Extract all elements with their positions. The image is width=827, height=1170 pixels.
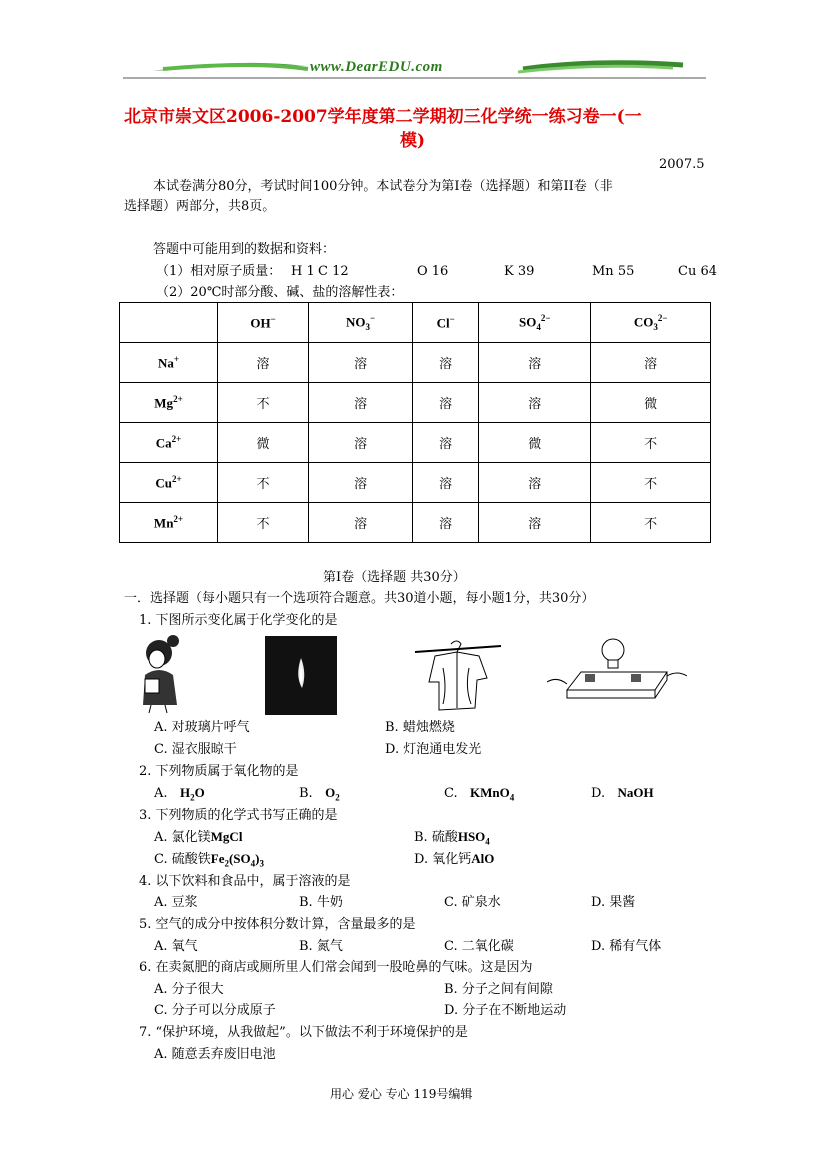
table-cell: 溶	[479, 383, 591, 423]
drying-clothes-image	[413, 638, 503, 714]
q2-option-b[interactable]: B. $O_2$	[299, 785, 340, 803]
table-cell: 溶	[413, 383, 479, 423]
q4-option-c[interactable]: C. 矿泉水	[444, 895, 501, 910]
table-cell: 不	[591, 503, 711, 543]
row-header: $Cu^{2+}$	[120, 463, 218, 503]
col-header: Cl−	[413, 303, 479, 343]
part-intro: 一．选择题（每小题只有一个选项符合题意。共30道小题，每小题1分，共30分）	[124, 591, 595, 606]
q3-stem: 3. 下列物质的化学式书写正确的是	[139, 808, 338, 823]
q1-option-d[interactable]: D. 灯泡通电发光	[385, 742, 482, 757]
q4-option-b[interactable]: B. 牛奶	[299, 895, 343, 910]
q2-stem: 2. 下列物质属于氧化物的是	[139, 764, 299, 779]
q6-stem: 6. 在卖氮肥的商店或厕所里人们常会闻到一股呛鼻的气味。这是因为	[139, 960, 533, 975]
q4-option-a[interactable]: A. 豆浆	[154, 895, 198, 910]
burning-candle-image	[265, 636, 337, 715]
section-title: 第I卷（选择题 共30分）	[323, 570, 466, 585]
col-header: OH−	[218, 303, 309, 343]
q5-option-b[interactable]: B. 氮气	[299, 939, 343, 954]
q1-option-c[interactable]: C. 湿衣服晾干	[154, 742, 237, 757]
q1-stem: 1. 下图所示变化属于化学变化的是	[139, 613, 338, 628]
table-row	[120, 383, 711, 423]
table-cell: 溶	[218, 343, 309, 383]
row-header: $Mg^{2+}$	[120, 383, 218, 423]
q6-option-a[interactable]: A. 分子很大	[154, 982, 224, 997]
row-header: $Ca^{2+}$	[120, 423, 218, 463]
table-cell: 溶	[479, 503, 591, 543]
table-cell: 溶	[309, 383, 413, 423]
q5-stem: 5. 空气的成分中按体积分数计算，含量最多的是	[139, 917, 416, 932]
mass-cu: Cu 64	[678, 264, 717, 279]
data-intro: 答题中可能用到的数据和资料：	[153, 242, 336, 257]
q2-option-c[interactable]: C. KMnO$_4$	[444, 785, 515, 803]
q2-option-d[interactable]: D. NaOH	[591, 785, 654, 801]
exam-date: 2007.5	[659, 157, 705, 172]
table-cell: 溶	[479, 463, 591, 503]
table-cell: 微	[218, 423, 309, 463]
intro-line1: 本试卷满分80分，考试时间100分钟。本试卷分为第I卷（选择题）和第II卷（非	[153, 179, 613, 194]
mass-c: C 12	[318, 264, 349, 279]
q5-option-d[interactable]: D. 稀有气体	[591, 939, 662, 954]
light-bulb-circuit-image	[547, 636, 687, 710]
q5-option-c[interactable]: C. 二氧化碳	[444, 939, 514, 954]
q6-option-b[interactable]: B. 分子之间有间隙	[444, 982, 553, 997]
table-cell: 溶	[591, 343, 711, 383]
q5-option-a[interactable]: A. 氧气	[154, 939, 198, 954]
table-row	[120, 463, 711, 503]
table-cell: 不	[218, 463, 309, 503]
q2-option-a[interactable]: A. $H_2O$	[154, 785, 205, 803]
q6-option-c[interactable]: C. 分子可以分成原子	[154, 1003, 276, 1018]
table-corner-cell	[120, 303, 218, 343]
table-cell: 溶	[309, 503, 413, 543]
table-cell: 溶	[479, 343, 591, 383]
table-cell: 溶	[309, 343, 413, 383]
page-footer: 用心 爱心 专心 119号编辑	[330, 1087, 473, 1101]
row-header: Na+	[120, 343, 218, 383]
q3-option-b[interactable]: B. 硫酸$HSO_4$	[414, 829, 490, 847]
col-header: $NO_3^-$	[309, 303, 413, 343]
row-header: $Mn^{2+}$	[120, 503, 218, 543]
mass-h: H 1	[291, 264, 315, 279]
q1-option-b[interactable]: B. 蜡烛燃烧	[385, 720, 455, 735]
table-cell: 不	[591, 423, 711, 463]
table-cell: 不	[218, 383, 309, 423]
table-cell: 不	[218, 503, 309, 543]
q7-stem: 7. “保护环境，从我做起”。以下做法不利于环境保护的是	[139, 1025, 468, 1040]
girl-breathing-on-glass-image	[137, 635, 187, 713]
page-title-line1: 北京市崇文区2006-2007学年度第二学期初三化学统一练习卷一(一	[124, 107, 642, 127]
table-cell: 溶	[413, 343, 479, 383]
q4-option-d[interactable]: D. 果酱	[591, 895, 636, 910]
q3-option-c[interactable]: C. 硫酸铁$Fe_2(SO_4)_3$	[154, 851, 264, 869]
q3-option-d[interactable]: D. 氧化钙AlO	[414, 851, 495, 867]
table-cell: 不	[591, 463, 711, 503]
q6-option-d[interactable]: D. 分子在不断地运动	[444, 1003, 567, 1018]
site-logo-text[interactable]: www.DearEDU.com	[310, 59, 443, 75]
table-row	[120, 343, 711, 383]
mass-mn: Mn 55	[592, 264, 635, 279]
table-cell: 溶	[309, 463, 413, 503]
q7-option-a[interactable]: A. 随意丢弃废旧电池	[154, 1047, 276, 1062]
table-row	[120, 503, 711, 543]
col-header: $CO_3^{2-}$	[591, 303, 711, 343]
col-header: $SO_4^{2-}$	[479, 303, 591, 343]
atomic-mass-label: （1）相对原子质量：	[156, 264, 282, 279]
table-header-row	[120, 303, 711, 343]
mass-k: K 39	[504, 264, 535, 279]
table-cell: 溶	[413, 463, 479, 503]
table-cell: 溶	[413, 423, 479, 463]
intro-line2: 选择题）两部分，共8页。	[124, 199, 276, 214]
q1-option-a[interactable]: A. 对玻璃片呼气	[154, 720, 250, 735]
solubility-label: （2）20℃时部分酸、碱、盐的溶解性表：	[156, 285, 404, 300]
table-row	[120, 423, 711, 463]
page-title-line2: 模)	[400, 131, 426, 151]
table-cell: 溶	[309, 423, 413, 463]
q4-stem: 4. 以下饮料和食品中，属于溶液的是	[139, 874, 351, 889]
table-cell: 溶	[413, 503, 479, 543]
table-cell: 微	[479, 423, 591, 463]
table-cell: 微	[591, 383, 711, 423]
mass-o: O 16	[417, 264, 449, 279]
q3-option-a[interactable]: A. 氯化镁MgCl	[154, 829, 243, 845]
solubility-table	[119, 302, 711, 543]
